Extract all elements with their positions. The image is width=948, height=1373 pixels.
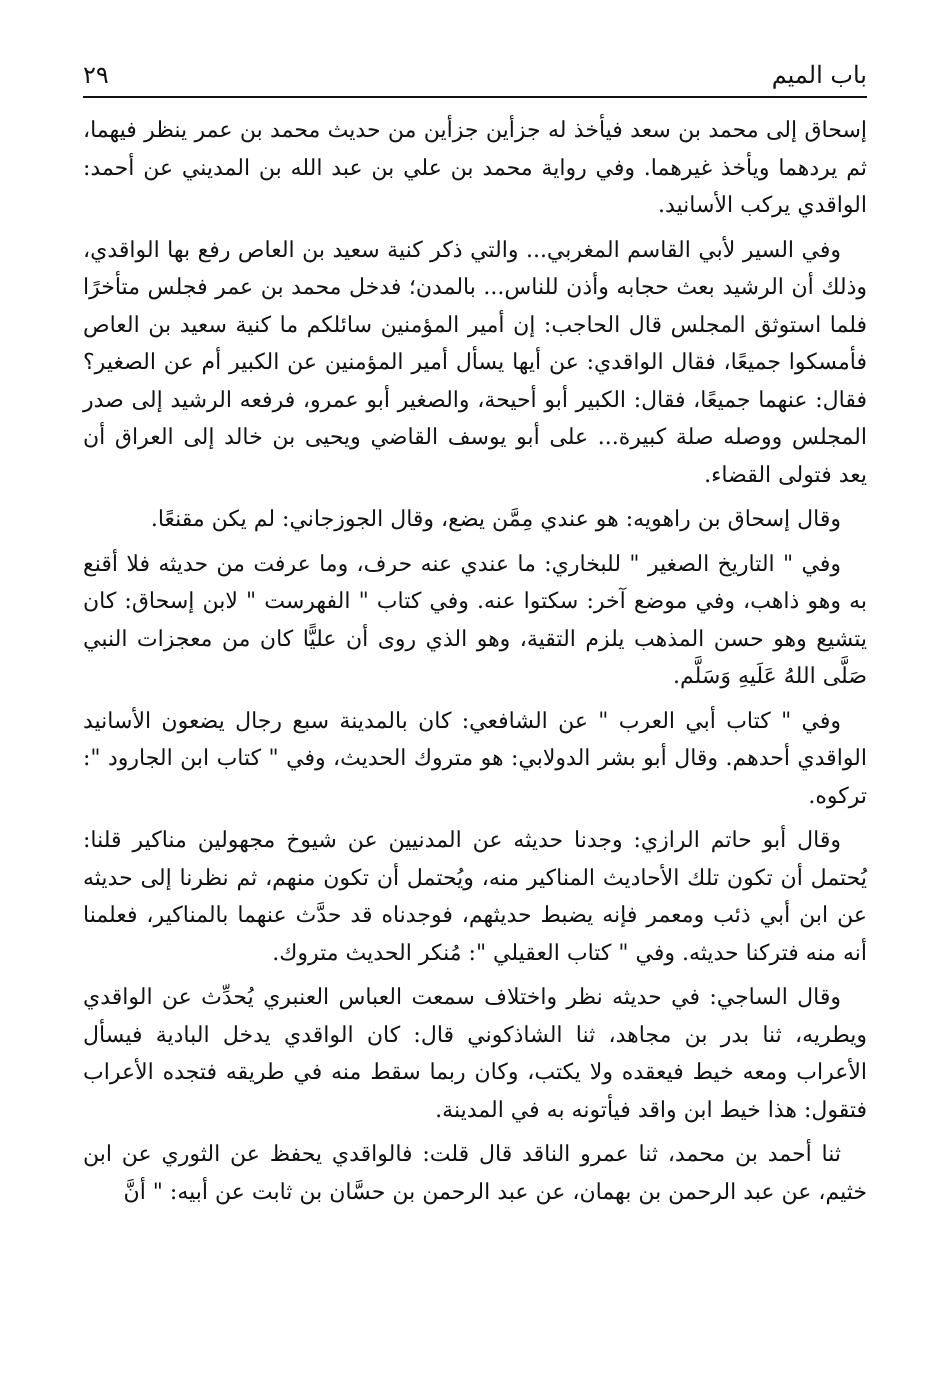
chapter-title: باب الميم: [771, 61, 867, 89]
paragraph-ahmad-bin-muhammad: ثنا أحمد بن محمد، ثنا عمرو الناقد قال قلت: فالواقدي يحفظ عن الثوري عن ابن خثيم، عن عبد الرحمن بن بهمان، عن عبد الرحمن بن حسَّان بن ثابت عن أبيه: " أنَّ: [83, 1142, 867, 1205]
paragraph-siyar: وفي السير لأبي القاسم المغربي... والتي ذكر كنية سعيد بن العاص رفع بها الواقدي، وذلك أن الرشيد بعث حجابه وأذن للناس... بالمدن؛ فدخل محمد بن عمر فجلس متأخرًا فلما استوثق المجلس قال الحاجب: إن أمير المؤمنين سائلكم ما كنية سعيد بن العاص فأمسكوا جميعًا، فقال الواقدي: عن أيها يسأل أمير المؤمنين عن الكبير أم عن الصغير؟ فقال: عنهما جميعًا، فقال: الكبير أبو أحيحة، والصغير أبو عمرو، فرفعه الرشيد إلى صدر المجلس ووصله صلة كبيرة... على أبو يوسف القاضي ويحيى بن خالد إلى العراق أن يعد فتولى القضاء.: [83, 237, 867, 488]
header-rule: [83, 96, 867, 98]
paragraph-tarikh-saghir: وفي " التاريخ الصغير " للبخاري: ما عندي عنه حرف، وما عرفت من حديثه فلا أقنع به وهو ذاهب، وفي موضع آخر: سكتوا عنه. وفي كتاب " الفهرست " لابن إسحاق: كان يتشيع وهو حسن المذهب يلزم التقية، وهو الذي روى أن عليًّا كان من معجزات النبي صَلَّى اللهُ عَلَيهِ وَسَلَّم.: [83, 551, 867, 689]
running-head: [83, 58, 867, 92]
body-text: [83, 112, 867, 1218]
page-number: ٢٩: [83, 61, 109, 89]
paragraph-continuation: إسحاق إلى محمد بن سعد فيأخذ له جزأين جزأين من حديث محمد بن عمر ينظر فيهما، ثم يردهما ويأخذ غيرهما. وفي رواية محمد بن علي بن عبد الله بن المديني عن أحمد: الواقدي يركب الأسانيد.: [83, 118, 867, 218]
paragraph-saji: وقال الساجي: في حديثه نظر واختلاف سمعت العباس العنبري يُحدِّث عن الواقدي ويطريه، ثنا بدر بن مجاهد، ثنا الشاذكوني قال: كان الواقدي يدخل البادية فيسأل الأعراب ومعه خيط فيعقده ولا يكتب، وكان ربما سقط منه في طريقه فتجده الأعراب فتقول: هذا خيط ابن واقد فيأتونه به في المدينة.: [83, 985, 867, 1123]
paragraph-abi-al-arab: وفي " كتاب أبي العرب " عن الشافعي: كان بالمدينة سبع رجال يضعون الأسانيد الواقدي أحدهم. وقال أبو بشر الدولابي: هو متروك الحديث، وفي " كتاب ابن الجارود ": تركوه.: [83, 708, 867, 809]
paragraph-abu-hatim: وقال أبو حاتم الرازي: وجدنا حديثه عن المدنيين عن شيوخ مجهولين مناكير قلنا: يُحتمل أن تكون تلك الأحاديث المناكير منه، ويُحتمل أن تكون منهم، ثم نظرنا إلى حديثه عن ابن أبي ذئب ومعمر فإنه يضبط حديثهم، فوجدناه قد حدَّث عنهما بالمناكير، فعلمنا أنه منه فتركنا حديثه. وفي " كتاب العقيلي ": مُنكر الحديث متروك.: [83, 828, 867, 966]
paragraph-rahawayh: وقال إسحاق بن راهويه: هو عندي مِمَّن يضع، وقال الجوزجاني: لم يكن مقنعًا.: [150, 507, 841, 532]
